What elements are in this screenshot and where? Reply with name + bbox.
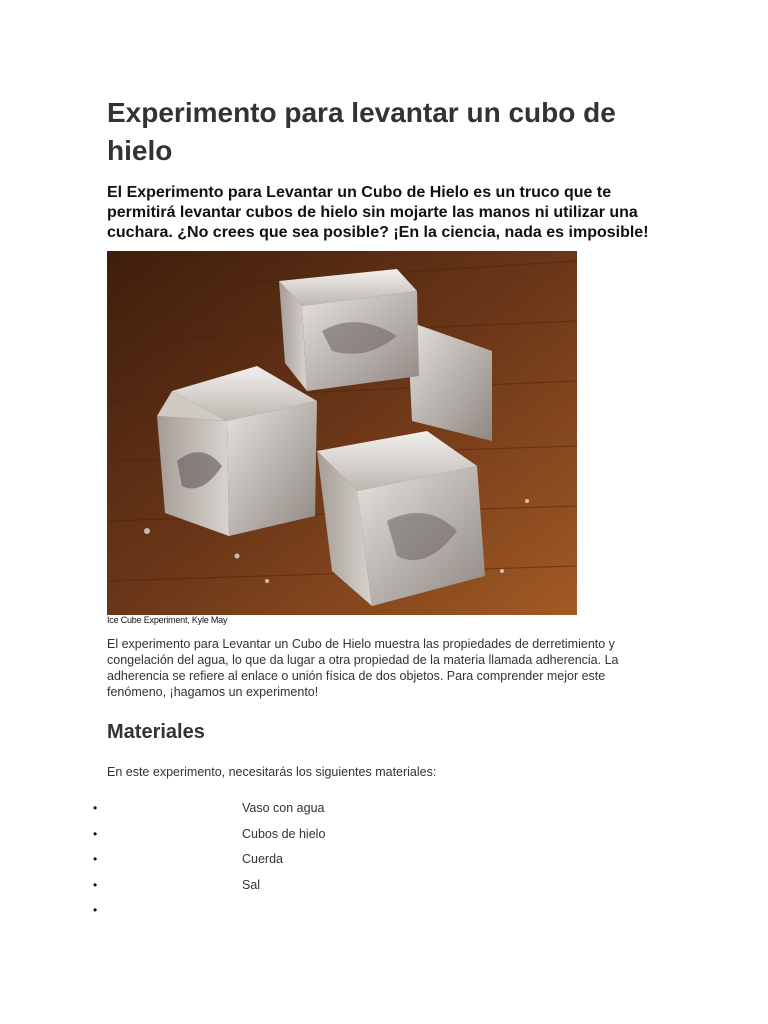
- list-item: [93, 826, 493, 852]
- materials-list: [93, 800, 493, 928]
- materials-intro: En este experimento, necesitarás los siguientes materiales:: [107, 765, 437, 779]
- list-item: [93, 877, 493, 903]
- article-lead: El Experimento para Levantar un Cubo de Hielo es un truco que te permitirá levantar cubos de hielo sin mojarte las manos ni utilizar una cuchara. ¿No crees que sea posible? ¡En la ciencia, nada es imposible!: [107, 184, 649, 241]
- materials-heading: Materiales: [107, 721, 205, 743]
- image-caption: Ice Cube Experiment, Kyle May: [107, 615, 228, 625]
- ice-cubes-photo: [107, 251, 577, 615]
- bullet-icon: •: [93, 877, 98, 892]
- material-label: Cuerda: [242, 852, 283, 866]
- article-title: Experimento para levantar un cubo de hielo: [107, 97, 616, 166]
- material-label: Sal: [242, 877, 261, 892]
- list-item: [93, 800, 493, 826]
- bullet-icon: •: [93, 826, 98, 841]
- list-item: [93, 902, 493, 928]
- ice-cubes-illustration: [107, 251, 577, 615]
- bullet-icon: •: [93, 852, 98, 866]
- bullet-icon: •: [93, 801, 98, 815]
- bullet-icon: •: [93, 903, 98, 917]
- material-label: Cubos de hielo: [242, 826, 326, 841]
- material-label: Vaso con agua: [242, 801, 325, 815]
- article-body: El experimento para Levantar un Cubo de Hielo muestra las propiedades de derretimiento y congelación del agua, lo que da lugar a otra propiedad de la materia llamada adherencia. La adherencia se refiere al enlace o unión física de dos objetos. Para comprender mejor este fenómeno, ¡hagamos un experimento!: [107, 637, 619, 699]
- list-item: [93, 851, 493, 877]
